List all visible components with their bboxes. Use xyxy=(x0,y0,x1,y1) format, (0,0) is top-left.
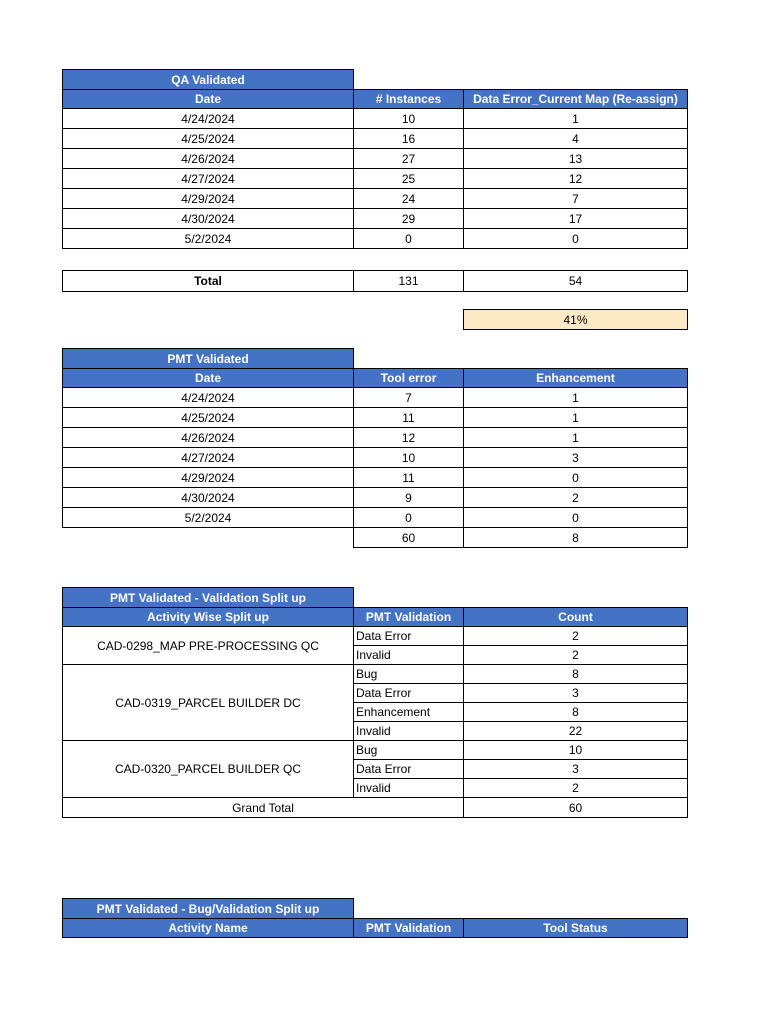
pmt-header-date: Date xyxy=(63,369,354,388)
pmt-total-enhancement: 8 xyxy=(464,528,688,548)
validation-type-cell: Data Error xyxy=(354,684,464,703)
bug-header-activity-name: Activity Name xyxy=(63,919,354,938)
tool-error-cell: 11 xyxy=(354,408,464,428)
validation-type-cell: Invalid xyxy=(354,722,464,741)
split-header-count: Count xyxy=(464,608,688,627)
grand-total-value: 60 xyxy=(464,798,688,818)
instances-cell: 25 xyxy=(354,169,464,189)
qa-total-table xyxy=(62,270,688,292)
count-cell: 22 xyxy=(464,722,688,741)
validation-type-cell: Invalid xyxy=(354,646,464,665)
enhancement-cell: 2 xyxy=(464,488,688,508)
date-cell: 5/2/2024 xyxy=(63,229,354,249)
data-error-cell: 0 xyxy=(464,229,688,249)
validation-type-cell: Bug xyxy=(354,665,464,684)
count-cell: 8 xyxy=(464,665,688,684)
pmt-validated-table xyxy=(62,348,688,548)
date-cell: 4/29/2024 xyxy=(63,189,354,209)
table-row xyxy=(63,468,688,488)
table-row xyxy=(63,229,688,249)
enhancement-cell: 1 xyxy=(464,428,688,448)
table-row xyxy=(63,129,688,149)
pmt-total-tool-error: 60 xyxy=(354,528,464,548)
count-cell: 8 xyxy=(464,703,688,722)
table-row xyxy=(63,149,688,169)
tool-error-cell: 0 xyxy=(354,508,464,528)
table-row xyxy=(63,408,688,428)
pmt-header-tool-error: Tool error xyxy=(354,369,464,388)
tool-error-cell: 7 xyxy=(354,388,464,408)
bug-split-table xyxy=(62,898,688,938)
instances-cell: 27 xyxy=(354,149,464,169)
table-row xyxy=(63,109,688,129)
qa-percent-cell xyxy=(463,309,688,330)
instances-cell: 0 xyxy=(354,229,464,249)
table-row xyxy=(63,665,688,684)
split-title: PMT Validated - Validation Split up xyxy=(63,588,354,608)
enhancement-cell: 3 xyxy=(464,448,688,468)
count-cell: 2 xyxy=(464,646,688,665)
instances-cell: 16 xyxy=(354,129,464,149)
qa-validated-table xyxy=(62,69,688,249)
count-cell: 3 xyxy=(464,760,688,779)
instances-cell: 10 xyxy=(354,109,464,129)
date-cell: 4/24/2024 xyxy=(63,109,354,129)
instances-cell: 24 xyxy=(354,189,464,209)
table-row xyxy=(63,508,688,528)
enhancement-cell: 0 xyxy=(464,468,688,488)
table-row xyxy=(63,448,688,468)
table-row xyxy=(63,388,688,408)
validation-type-cell: Bug xyxy=(354,741,464,760)
table-row xyxy=(63,741,688,760)
data-error-cell: 13 xyxy=(464,149,688,169)
date-cell: 4/29/2024 xyxy=(63,468,354,488)
date-cell: 4/27/2024 xyxy=(63,448,354,468)
qa-title: QA Validated xyxy=(63,70,354,90)
enhancement-cell: 0 xyxy=(464,508,688,528)
table-row xyxy=(63,428,688,448)
date-cell: 4/26/2024 xyxy=(63,149,354,169)
pmt-title: PMT Validated xyxy=(63,349,354,369)
date-cell: 4/26/2024 xyxy=(63,428,354,448)
enhancement-cell: 1 xyxy=(464,388,688,408)
validation-type-cell: Invalid xyxy=(354,779,464,798)
date-cell: 4/25/2024 xyxy=(63,129,354,149)
qa-total-instances: 131 xyxy=(354,271,464,292)
data-error-cell: 12 xyxy=(464,169,688,189)
pmt-header-enhancement: Enhancement xyxy=(464,369,688,388)
activity-cell: CAD-0320_PARCEL BUILDER QC xyxy=(63,741,354,798)
date-cell: 4/30/2024 xyxy=(63,488,354,508)
date-cell: 4/24/2024 xyxy=(63,388,354,408)
count-cell: 10 xyxy=(464,741,688,760)
tool-error-cell: 12 xyxy=(354,428,464,448)
count-cell: 3 xyxy=(464,684,688,703)
data-error-cell: 4 xyxy=(464,129,688,149)
validation-split-table xyxy=(62,587,688,818)
activity-cell: CAD-0319_PARCEL BUILDER DC xyxy=(63,665,354,741)
table-row xyxy=(63,189,688,209)
date-cell: 5/2/2024 xyxy=(63,508,354,528)
validation-type-cell: Data Error xyxy=(354,627,464,646)
split-header-activity: Activity Wise Split up xyxy=(63,608,354,627)
qa-header-data-error: Data Error_Current Map (Re-assign) xyxy=(464,90,688,109)
table-row xyxy=(63,627,688,646)
validation-type-cell: Enhancement xyxy=(354,703,464,722)
count-cell: 2 xyxy=(464,627,688,646)
data-error-cell: 17 xyxy=(464,209,688,229)
date-cell: 4/30/2024 xyxy=(63,209,354,229)
table-row xyxy=(63,209,688,229)
table-row xyxy=(63,488,688,508)
qa-total-errors: 54 xyxy=(464,271,688,292)
bug-header-pmt-validation: PMT Validation xyxy=(354,919,464,938)
activity-cell: CAD-0298_MAP PRE-PROCESSING QC xyxy=(63,627,354,665)
date-cell: 4/25/2024 xyxy=(63,408,354,428)
validation-type-cell: Data Error xyxy=(354,760,464,779)
data-error-cell: 7 xyxy=(464,189,688,209)
instances-cell: 29 xyxy=(354,209,464,229)
grand-total-label: Grand Total xyxy=(63,798,464,818)
bug-title: PMT Validated - Bug/Validation Split up xyxy=(63,899,354,919)
qa-percent: 41% xyxy=(464,310,688,330)
qa-header-date: Date xyxy=(63,90,354,109)
tool-error-cell: 11 xyxy=(354,468,464,488)
bug-header-tool-status: Tool Status xyxy=(464,919,688,938)
tool-error-cell: 10 xyxy=(354,448,464,468)
count-cell: 2 xyxy=(464,779,688,798)
tool-error-cell: 9 xyxy=(354,488,464,508)
qa-header-instances: # Instances xyxy=(354,90,464,109)
date-cell: 4/27/2024 xyxy=(63,169,354,189)
enhancement-cell: 1 xyxy=(464,408,688,428)
qa-total-label: Total xyxy=(63,271,354,292)
data-error-cell: 1 xyxy=(464,109,688,129)
split-header-pmt-validation: PMT Validation xyxy=(354,608,464,627)
table-row xyxy=(63,169,688,189)
